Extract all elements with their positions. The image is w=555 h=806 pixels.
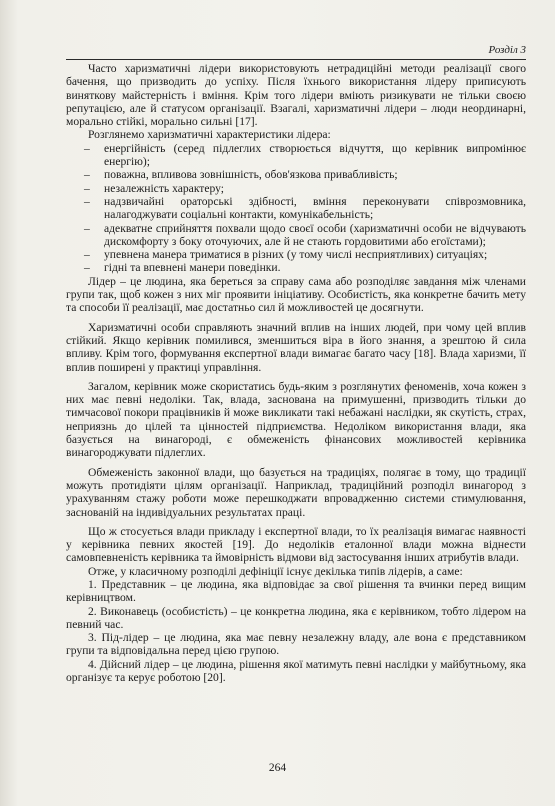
paragraph-9: 1. Представник – це людина, яка відповідає за свої рішення та вчинки перед вищим керівництвом. [66,577,526,605]
paragraph-5: Загалом, керівник може скористатись будь-яким з розглянутих феноменів, хоча кожен з них має певні недоліки. Так, влада, заснована на примушенні, призводить тільки до тимчасової покори працівників й може викликати такі небажані наслідки, як скутість, страх, неприязнь до цілей та цінностей підприємства. Недоліком використання влади, яка базується на винагороді, є обмеженість фінансових можливостей керівника винагороджувати підлеглих. [66,379,526,460]
paragraph-4: Харизматичні особи справляють значний вплив на інших людей, при чому цей вплив стійкий. Якщо керівник помилився, зменшиться віра в його знання, а зрештою й сила впливу. Крім того, формування експертної влади вимагає багато часу [18]. Влада харизми, її вплив поширені у практиці управління. [66,320,526,374]
page-body [66,62,526,684]
paragraph-8: Отже, у класичному розподілі дефініції існує декілька типів лідерів, а саме: [88,564,463,578]
list-item: – гідні та впевнені манери поведінки. [66,261,526,274]
paragraph-6: Обмеженість законної влади, що базується на традиціях, полягає в тому, що традиції можуть протидіяти цілям організації. Наприклад, традиційний розподіл винагород з урахуванням стажу роботи може перешкоджати впровадженню системи стимулювання, заснованій на індивідуальних результатах праці. [66,465,526,519]
paragraph-11: 3. Під-лідер – це людина, яка має певну незалежну владу, але вона є представником групи та відповідальна перед цією групою. [66,631,526,658]
page-number: 264 [268,762,287,774]
list-item: – незалежність характеру; [66,182,526,195]
paragraph-1: Часто харизматичні лідери використовують нетрадиційні методи реалізації свого бачення, що призводить до успіху. Після їхнього використання лідеру приписують виняткову майстерність і вміння. Крім того лідери вміють ризикувати не тільки своєю репутацією, але й статусом організації. Взагалі, харизматичні лідери – люди неординарні, морально стійкі, морально сильні [17]. [66,62,526,129]
paragraph-2: Розглянемо харизматичні характеристики лідера: [88,128,331,142]
paragraph-10: 2. Виконавець (особистість) – це конкретна людина, яка є керівником, тобто лідером на певний час. [66,604,526,631]
running-header [66,45,526,60]
list-item: – поважна, впливова зовнішність, обов'язкова привабливість; [66,168,526,181]
paragraph-7: Що ж стосується влади прикладу і експертної влади, то їх реалізація вимагає наявності у керівника певних якостей [19]. До недоліків еталонної влади можна віднести самовпевненість керівника та ймовірність відмови від застосування інших атрибутів влади. [66,524,526,565]
characteristics-list [66,142,526,275]
list-item: – надзвичайні ораторські здібності, вміння переконувати співрозмовника, налагоджувати соціальні контакти, комунікабельність; [66,195,526,222]
paragraph-12: 4. Дійсний лідер – це людина, рішення якої матимуть певні наслідки у майбутньому, яка організує та керує роботою [20]. [66,657,526,685]
paragraph-3: Лідер – це людина, яка береться за справу сама або розподіляє завдання між членами групи так, щоб кожен з них міг проявити ініціативу. Особистість, яка конкретне бачить мету та способи її реалізації, має достатньо сил й можливостей це досягнути. [66,274,526,315]
list-item: – упевнена манера триматися в різних (у тому числі несприятливих) ситуаціях; [66,248,526,261]
list-item: – енергійність (серед підлеглих створюється відчуття, що керівник випромінює енергію); [66,142,526,169]
list-item: – адекватне сприйняття похвали щодо своєї особи (харизматичні особи не відчувають дискомфорту з боку оточуючих, але й не стають гордовитими або егоїстами); [66,222,526,249]
section-title: Розділ 3 [488,44,526,56]
